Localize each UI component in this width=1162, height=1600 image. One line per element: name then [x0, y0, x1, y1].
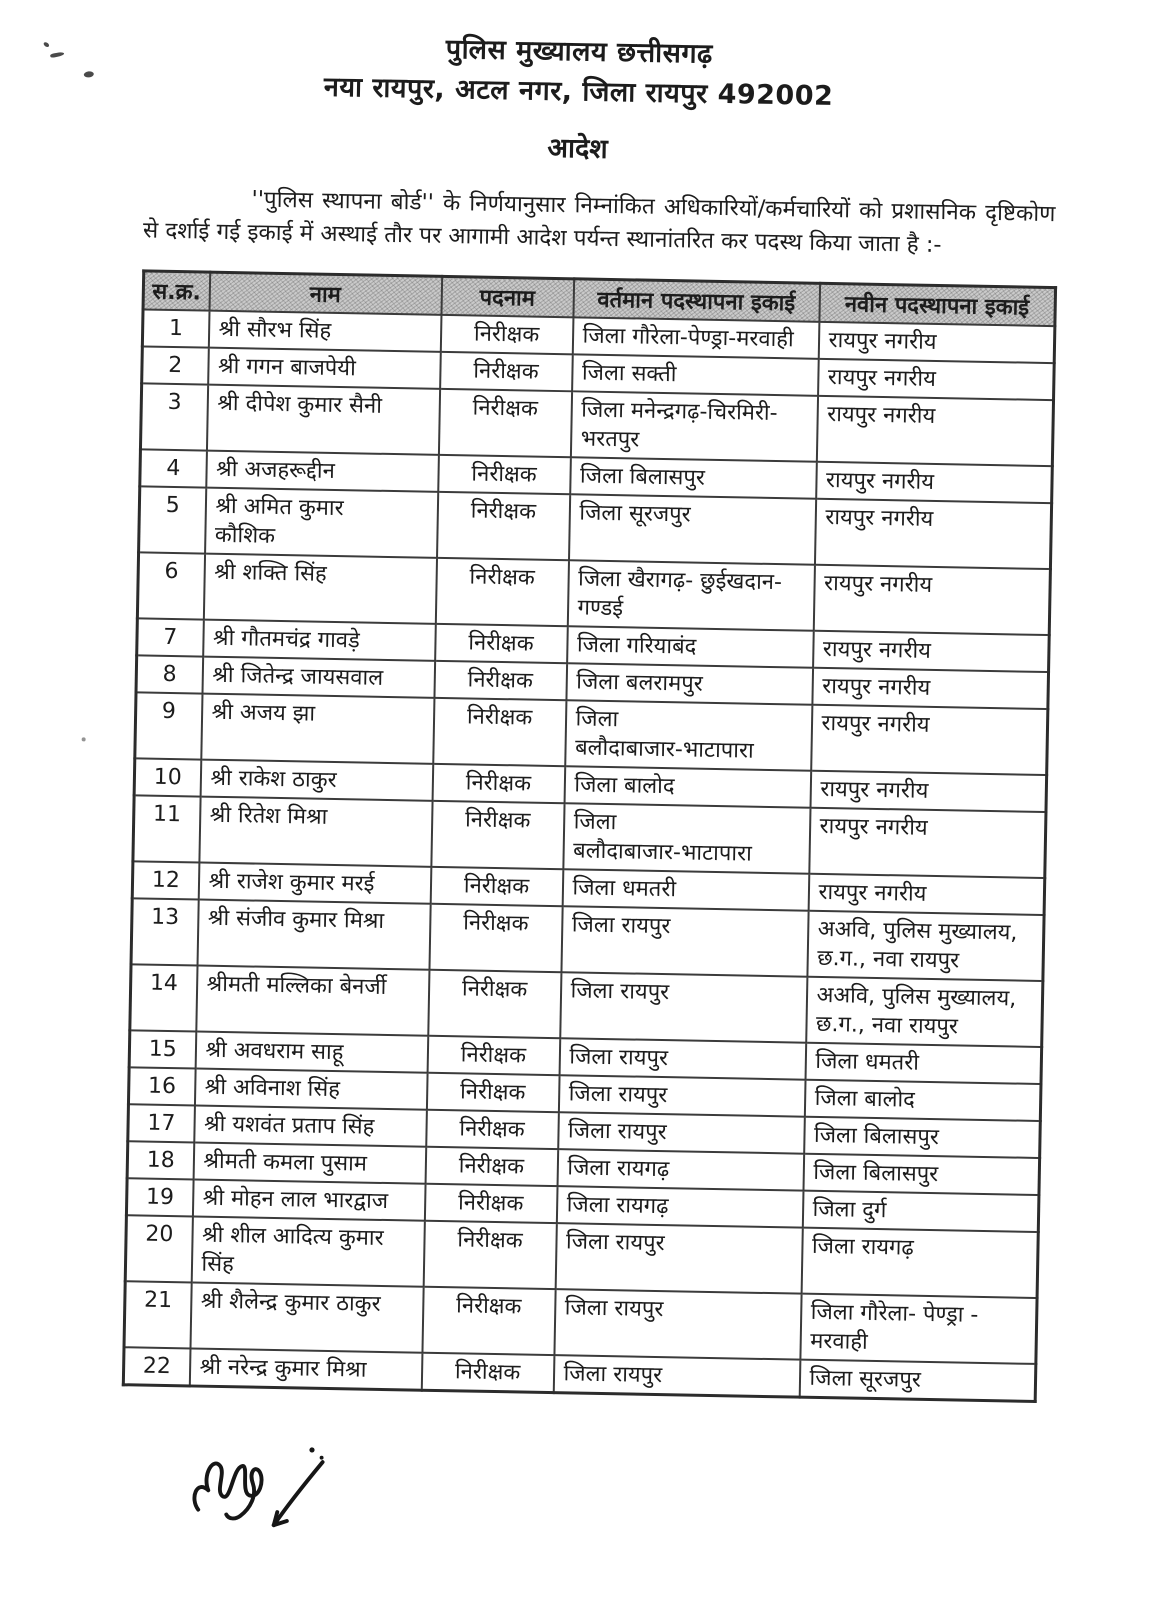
cell-serial: 11: [133, 795, 200, 862]
cell-new-unit: जिला बालोद: [804, 1080, 1041, 1121]
cell-current-unit: जिला बलौदाबाजार-भाटापारा: [565, 700, 812, 770]
cell-designation: निरीक्षक: [433, 698, 566, 766]
cell-name: श्री रितेश मिश्रा: [199, 797, 432, 867]
cell-designation: निरीक्षक: [425, 1147, 558, 1186]
cell-new-unit: जिला सूरजपुर: [799, 1360, 1036, 1402]
cell-current-unit: जिला गरियाबंद: [567, 626, 814, 668]
cell-new-unit: रायपुर नगरीय: [811, 705, 1048, 775]
cell-new-unit: रायपुर नगरीय: [808, 874, 1045, 915]
cell-current-unit: जिला धमतरी: [562, 869, 809, 911]
cell-current-unit: जिला रायपुर: [558, 1075, 805, 1117]
cell-serial: 15: [129, 1030, 196, 1068]
signature: [186, 1431, 363, 1564]
cell-serial: 17: [128, 1104, 195, 1142]
cell-designation: निरीक्षक: [431, 801, 564, 869]
cell-serial: 5: [139, 486, 206, 553]
cell-designation: निरीक्षक: [435, 624, 568, 663]
order-heading: आदेश: [547, 132, 608, 165]
cell-serial: 19: [126, 1178, 193, 1216]
cell-serial: 20: [125, 1215, 192, 1282]
cell-current-unit: जिला रायपुर: [559, 1038, 806, 1080]
table-body: [123, 309, 1055, 1401]
cell-current-unit: जिला बलौदाबाजार-भाटापारा: [563, 803, 810, 873]
cell-designation: निरीक्षक: [434, 661, 567, 700]
cell-designation: निरीक्षक: [438, 389, 571, 457]
cell-current-unit: जिला रायगढ़: [556, 1186, 803, 1228]
cell-current-unit: जिला रायपुर: [555, 1223, 802, 1293]
cell-new-unit: जिला बिलासपुर: [804, 1117, 1041, 1158]
cell-serial: 16: [128, 1067, 195, 1105]
cell-name: श्रीमती कमला पुसाम: [193, 1142, 426, 1183]
cell-serial: 2: [142, 346, 209, 384]
cell-current-unit: जिला रायपुर: [560, 972, 807, 1042]
cell-name: श्री अजय झा: [201, 694, 434, 764]
cell-name: श्री शील आदित्य कुमार सिंह: [191, 1216, 424, 1286]
org-address: नया रायपुर, अटल नगर, जिला रायपुर 492002: [323, 71, 834, 113]
cell-designation: निरीक्षक: [430, 867, 563, 906]
cell-new-unit: रायपुर नगरीय: [810, 771, 1047, 812]
cell-current-unit: जिला खैरागढ़- छुईखदान- गण्डई: [567, 560, 814, 630]
cell-new-unit: जिला गौरेला- पेण्ड्रा - मरवाही: [800, 1294, 1037, 1364]
cell-serial: 22: [123, 1347, 190, 1386]
cell-designation: निरीक्षक: [427, 1036, 560, 1075]
cell-name: श्री शैलेन्द्र कुमार ठाकुर: [190, 1282, 423, 1352]
cell-new-unit: अअवि, पुलिस मुख्यालय, छ.ग., नवा रायपुर: [807, 911, 1044, 981]
document-header: [0, 0, 1161, 123]
cell-name: श्री शक्ति सिंह: [203, 554, 436, 624]
cell-designation: निरीक्षक: [429, 904, 562, 972]
cell-name: श्री सौरभ सिंह: [208, 311, 441, 352]
cell-serial: 13: [131, 898, 198, 965]
cell-serial: 3: [140, 383, 207, 450]
cell-designation: निरीक्षक: [438, 455, 571, 494]
cell-name: श्री संजीव कुमार मिश्रा: [197, 900, 430, 970]
cell-new-unit: रायपुर नगरीय: [816, 396, 1053, 466]
cell-current-unit: जिला रायपुर: [561, 906, 808, 976]
cell-name: श्री राकेश ठाकुर: [200, 760, 433, 801]
cell-current-unit: जिला बालोद: [564, 766, 811, 808]
cell-designation: निरीक्षक: [421, 1353, 554, 1393]
cell-new-unit: रायपुर नगरीय: [818, 359, 1055, 400]
cell-name: श्री गगन बाजपेयी: [208, 348, 441, 389]
cell-designation: निरीक्षक: [432, 764, 565, 803]
cell-serial: 4: [140, 449, 207, 487]
intro-paragraph: ''पुलिस स्थापना बोर्ड'' के निर्णयानुसार निम्नांकित अधिकारियों/कर्मचारियों को प्रशासनिक दृष्टिकोण से दर्शाई गई इकाई में अस्थाई तौर पर आगामी आदेश पर्यन्त स्थानांतरित कर पदस्थ किया जाता है :-: [142, 186, 1056, 259]
cell-designation: निरीक्षक: [435, 558, 568, 626]
cell-new-unit: रायपुर नगरीय: [813, 565, 1050, 635]
cell-current-unit: जिला सक्ती: [572, 354, 819, 396]
cell-serial: 9: [135, 692, 202, 759]
cell-serial: 18: [127, 1141, 194, 1179]
cell-new-unit: रायपुर नगरीय: [813, 631, 1050, 672]
cell-name: श्री नरेन्द्र कुमार मिश्रा: [189, 1348, 422, 1390]
cell-designation: निरीक्षक: [437, 492, 570, 560]
cell-serial: 1: [142, 309, 209, 347]
cell-designation: निरीक्षक: [424, 1184, 557, 1223]
signature-scribble: [186, 1431, 363, 1564]
col-header-serial: स.क्र.: [143, 271, 210, 311]
col-header-name: नाम: [209, 272, 442, 315]
cell-name: श्री गौतमचंद्र गावड़े: [203, 620, 436, 661]
cell-new-unit: रायपुर नगरीय: [809, 808, 1046, 878]
cell-serial: 8: [136, 655, 203, 693]
cell-serial: 10: [134, 758, 201, 796]
org-title: पुलिस मुख्यालय छत्तीसगढ़: [445, 33, 714, 70]
cell-current-unit: जिला मनेन्द्रगढ़-चिरमिरी- भरतपुर: [570, 391, 817, 461]
cell-designation: निरीक्षक: [422, 1287, 555, 1355]
scan-artifact: [82, 737, 86, 741]
cell-serial: 12: [132, 861, 199, 899]
cell-current-unit: जिला रायपुर: [554, 1289, 801, 1359]
cell-new-unit: रायपुर नगरीय: [818, 322, 1055, 363]
cell-new-unit: रायपुर नगरीय: [816, 462, 1053, 503]
cell-name: श्री मोहन लाल भारद्वाज: [192, 1179, 425, 1220]
cell-name: श्री जितेन्द्र जायसवाल: [202, 657, 435, 698]
cell-new-unit: रायपुर नगरीय: [814, 499, 1051, 569]
cell-current-unit: जिला बलरामपुर: [566, 663, 813, 705]
cell-designation: निरीक्षक: [423, 1221, 556, 1289]
cell-serial: 6: [137, 552, 204, 619]
cell-designation: निरीक्षक: [428, 970, 561, 1038]
cell-designation: निरीक्षक: [426, 1073, 559, 1112]
col-header-current-unit: वर्तमान पदस्थापना इकाई: [573, 279, 820, 322]
cell-serial: 14: [130, 964, 197, 1031]
cell-name: श्री यशवंत प्रताप सिंह: [194, 1105, 427, 1146]
cell-new-unit: रायपुर नगरीय: [812, 668, 1049, 709]
cell-designation: निरीक्षक: [426, 1110, 559, 1149]
cell-current-unit: जिला बिलासपुर: [570, 457, 817, 499]
cell-current-unit: जिला रायपुर: [558, 1112, 805, 1154]
cell-new-unit: अअवि, पुलिस मुख्यालय, छ.ग., नवा रायपुर: [806, 977, 1043, 1047]
cell-name: श्री राजेश कुमार मरई: [198, 863, 431, 904]
transfer-table: [122, 269, 1057, 1403]
cell-name: श्री दीपेश कुमार सैनी: [206, 385, 439, 455]
cell-new-unit: जिला बिलासपुर: [803, 1154, 1040, 1195]
cell-name: श्री अमित कुमार कौशिक: [205, 488, 438, 558]
cell-current-unit: जिला रायगढ़: [557, 1149, 804, 1191]
cell-serial: 21: [124, 1281, 191, 1348]
cell-name: श्री अविनाश सिंह: [194, 1068, 427, 1109]
cell-current-unit: जिला गौरेला-पेण्ड्रा-मरवाही: [572, 317, 819, 359]
cell-designation: निरीक्षक: [440, 315, 573, 354]
col-header-designation: पदनाम: [441, 276, 574, 317]
col-header-new-unit: नवीन पदस्थापना इकाई: [819, 283, 1056, 326]
cell-designation: निरीक्षक: [440, 352, 573, 391]
cell-name: श्री अजहरूद्दीन: [206, 451, 439, 492]
cell-name: श्रीमती मल्लिका बेनर्जी: [196, 966, 429, 1036]
cell-current-unit: जिला सूरजपुर: [569, 494, 816, 564]
cell-current-unit: जिला रायपुर: [553, 1355, 800, 1397]
cell-new-unit: जिला धमतरी: [805, 1043, 1042, 1084]
cell-name: श्री अवधराम साहू: [195, 1032, 428, 1073]
cell-new-unit: जिला रायगढ़: [801, 1228, 1038, 1298]
cell-serial: 7: [137, 618, 204, 656]
cell-new-unit: जिला दुर्ग: [802, 1191, 1039, 1232]
